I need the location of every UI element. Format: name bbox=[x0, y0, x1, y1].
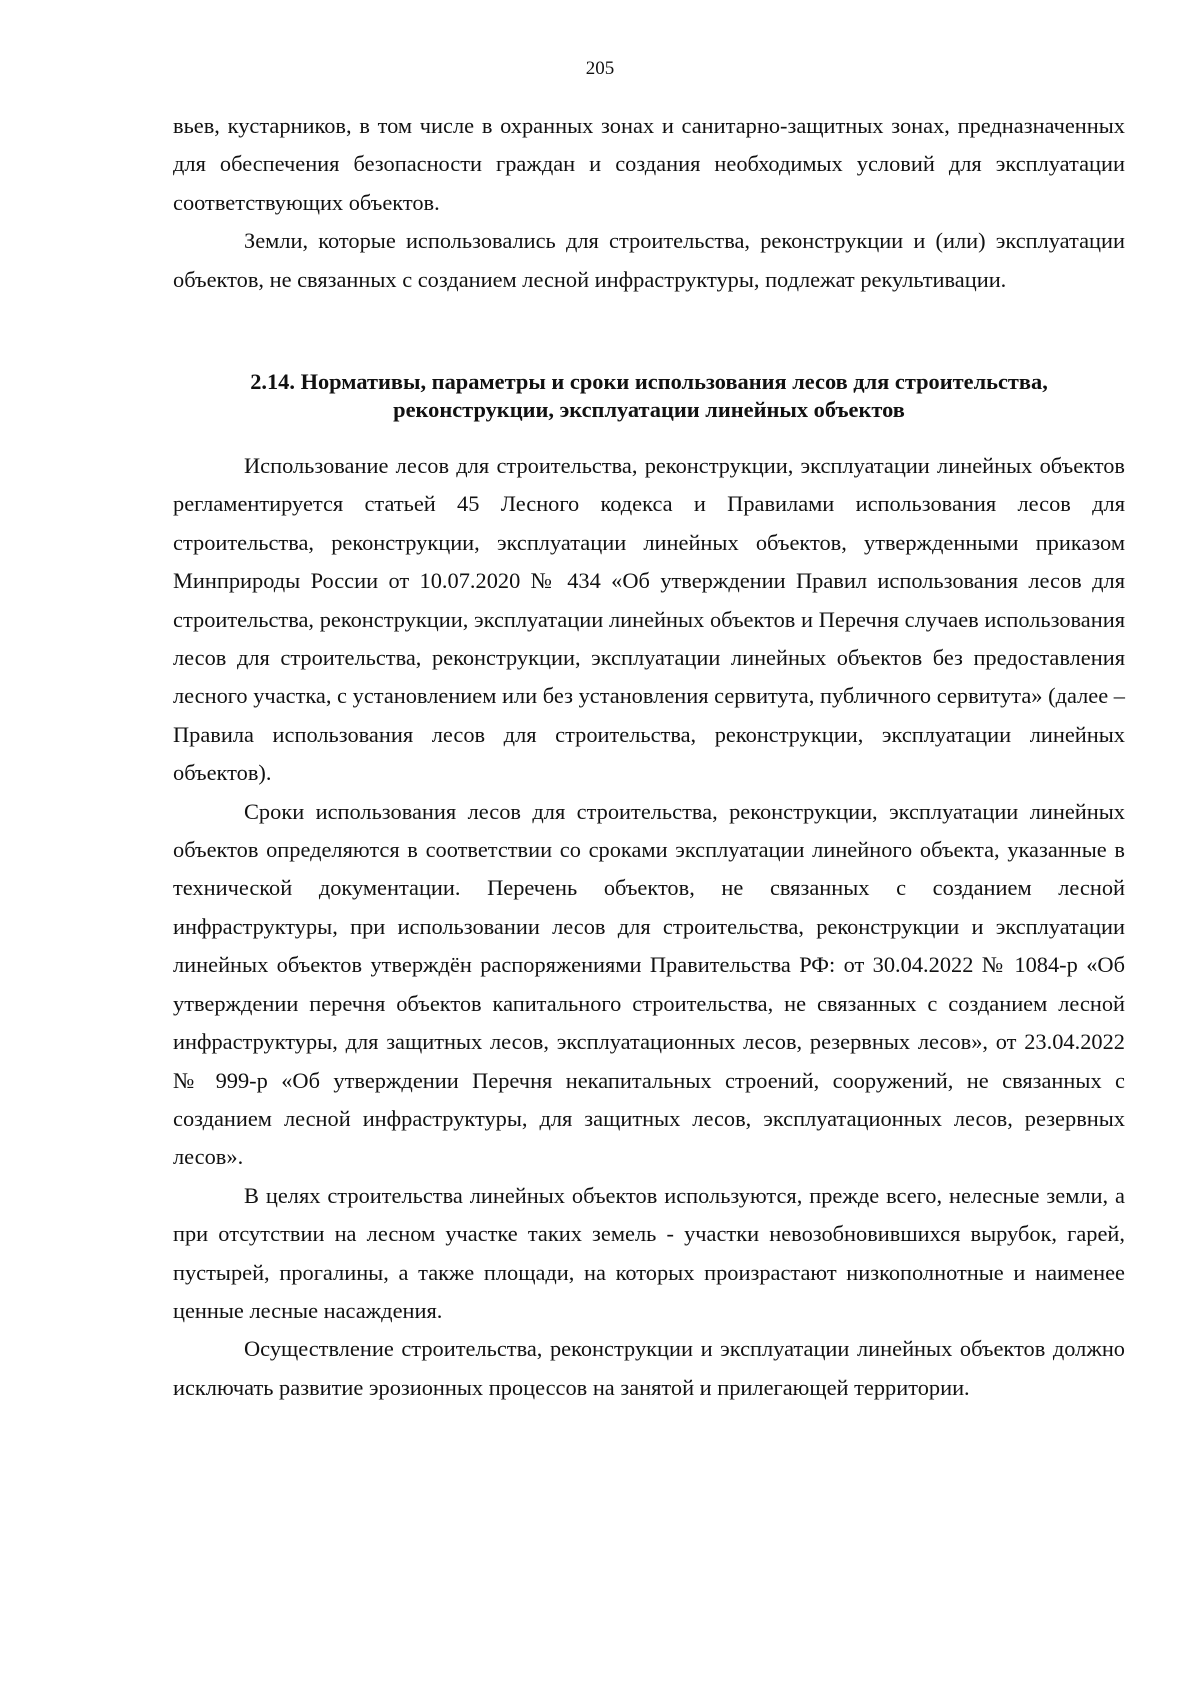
section-heading-line-2: реконструкции, эксплуатации линейных объектов bbox=[393, 397, 905, 422]
section-text-block bbox=[173, 447, 1125, 1407]
page-number: 205 bbox=[585, 58, 615, 79]
paragraph-reclamation: Земли, которые использовались для строительства, реконструкции и (или) эксплуатации объектов, не связанных с созданием лесной инфраструктуры, подлежат рекультивации. bbox=[173, 228, 1125, 292]
intro-text-block bbox=[173, 107, 1125, 299]
paragraph-regulation: Использование лесов для строительства, реконструкции, эксплуатации линейных объектов регламентируется статьей 45 Лесного кодекса и Правилами использования лесов для строительства, реконструкции, эксплуатации линейных объектов, утвержденными приказом Минприроды России от 10.07.2020 № 434 «Об утверждении Правил использования лесов для строительства, реконструкции, эксплуатации линейных объектов и Перечня случаев использования лесов для строительства, реконструкции, эксплуатации линейных объектов без предоставления лесного участка, с установлением или без установления сервитута, публичного сервитута» (далее – Правила использования лесов для строительства, реконструкции, эксплуатации линейных объектов). bbox=[173, 453, 1125, 786]
paragraph-continuation: вьев, кустарников, в том числе в охранных зонах и санитарно-защитных зонах, предназначенных для обеспечения безопасности граждан и создания необходимых условий для эксплуатации соответствующих объектов. bbox=[173, 113, 1125, 215]
section-heading-line-1: 2.14. Нормативы, параметры и сроки использования лесов для строительства, bbox=[250, 369, 1048, 394]
paragraph-erosion: Осуществление строительства, реконструкции и эксплуатации линейных объектов должно исключать развитие эрозионных процессов на занятой и прилегающей территории. bbox=[173, 1336, 1125, 1400]
paragraph-terms: Сроки использования лесов для строительства, реконструкции, эксплуатации линейных объектов определяются в соответствии со сроками эксплуатации линейного объекта, указанные в технической документации. Перечень объектов, не связанных с созданием лесной инфраструктуры, при использовании лесов для строительства, реконструкции и эксплуатации линейных объектов утверждён распоряжениями Правительства РФ: от 30.04.2022 № 1084-р «Об утверждении перечня объектов капитального строительства, не связанных с созданием лесной инфраструктуры, для защитных лесов, эксплуатационных лесов, резервных лесов», от 23.04.2022 № 999-р «Об утверждении Перечня некапитальных строений, сооружений, не связанных с созданием лесной инфраструктуры, для защитных лесов, эксплуатационных лесов, резервных лесов». bbox=[173, 798, 1125, 1170]
paragraph-land-use: В целях строительства линейных объектов используются, прежде всего, нелесные земли, а при отсутствии на лесном участке таких земель - участки невозобновившихся вырубок, гарей, пустырей, прогалины, а также площади, на которых произрастают низкополнотные и наименее ценные лесные насаждения. bbox=[173, 1182, 1125, 1323]
section-heading bbox=[173, 368, 1125, 424]
